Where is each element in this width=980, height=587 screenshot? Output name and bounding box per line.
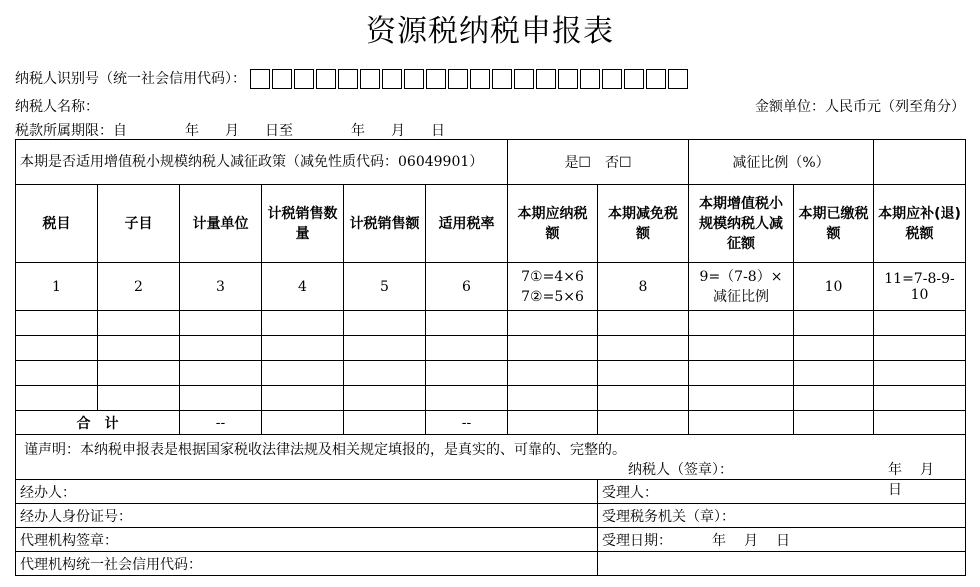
taxpayer-id-box[interactable] — [272, 69, 292, 89]
input-cell[interactable] — [598, 552, 966, 576]
formula-7a: 7①=4×6 — [521, 268, 584, 285]
input-cell[interactable] — [98, 386, 180, 411]
column-header-row — [16, 185, 966, 263]
index-cell: 8 — [598, 263, 689, 311]
input-cell[interactable] — [794, 311, 874, 336]
declaration-year: 年 — [888, 462, 902, 478]
index-cell — [508, 263, 598, 311]
taxpayer-id-box[interactable] — [580, 69, 600, 89]
tax-period — [15, 120, 445, 140]
input-cell[interactable] — [262, 386, 344, 411]
taxpayer-id-box[interactable] — [536, 69, 556, 89]
entry-row — [16, 336, 966, 361]
index-cell: 4 — [262, 263, 344, 311]
receiver-label: 受理人： — [598, 480, 966, 504]
taxpayer-id-box[interactable] — [316, 69, 336, 89]
bottom-row-2 — [16, 504, 966, 528]
period-day-to: 日至 — [265, 123, 293, 139]
agency-seal-label: 代理机构签章： — [16, 528, 598, 552]
taxpayer-id-box[interactable] — [514, 69, 534, 89]
input-cell[interactable] — [16, 361, 98, 386]
taxpayer-id-box[interactable] — [426, 69, 446, 89]
input-cell[interactable] — [262, 361, 344, 386]
taxpayer-id-box[interactable] — [558, 69, 578, 89]
input-cell[interactable] — [344, 411, 426, 435]
taxpayer-id-box[interactable] — [624, 69, 644, 89]
taxpayer-id-box[interactable] — [382, 69, 402, 89]
column-header: 计量单位 — [180, 185, 262, 263]
input-cell[interactable] — [344, 311, 426, 336]
taxpayer-id-label: 纳税人识别号（统一社会信用代码）： — [15, 71, 246, 87]
taxpayer-id-box[interactable] — [492, 69, 512, 89]
column-header: 税目 — [16, 185, 98, 263]
index-cell: 10 — [794, 263, 874, 311]
declaration-date — [888, 459, 965, 499]
input-cell[interactable] — [426, 386, 508, 411]
column-header: 本期减免税额 — [598, 185, 689, 263]
taxpayer-id-line — [15, 68, 688, 89]
input-cell[interactable] — [598, 361, 689, 386]
reduction-ratio-value[interactable] — [874, 140, 966, 185]
input-cell[interactable] — [874, 411, 966, 435]
input-cell[interactable] — [344, 361, 426, 386]
input-cell[interactable] — [262, 311, 344, 336]
column-header: 本期已缴税额 — [794, 185, 874, 263]
column-header: 计税销售数量 — [262, 185, 344, 263]
formula-9a: 9=（7-8）× — [699, 268, 783, 285]
receive-year: 年 — [712, 532, 726, 549]
declaration-table — [15, 139, 966, 576]
entry-row — [16, 311, 966, 336]
input-cell[interactable] — [689, 311, 794, 336]
bottom-row-1 — [16, 480, 966, 504]
column-header: 计税销售额 — [344, 185, 426, 263]
receive-month: 月 — [744, 532, 758, 549]
input-cell[interactable] — [794, 336, 874, 361]
entry-row — [16, 386, 966, 411]
period-year-start: 年 — [185, 123, 199, 139]
taxpayer-id-box[interactable] — [294, 69, 314, 89]
input-cell[interactable] — [180, 311, 262, 336]
taxpayer-id-box[interactable] — [360, 69, 380, 89]
column-index-row — [16, 263, 966, 311]
input-cell[interactable] — [508, 411, 598, 435]
period-day-end: 日 — [431, 123, 445, 139]
input-cell[interactable] — [874, 386, 966, 411]
input-cell[interactable] — [794, 411, 874, 435]
input-cell[interactable] — [180, 336, 262, 361]
input-cell[interactable] — [794, 386, 874, 411]
policy-yes-no[interactable]: 是☐ 否☐ — [508, 140, 689, 185]
input-cell[interactable] — [426, 336, 508, 361]
column-header: 适用税率 — [426, 185, 508, 263]
input-cell[interactable] — [344, 386, 426, 411]
taxpayer-id-box[interactable] — [404, 69, 424, 89]
policy-row — [16, 140, 966, 185]
input-cell[interactable] — [794, 361, 874, 386]
column-header: 本期增值税小规模纳税人减征额 — [689, 185, 794, 263]
receive-day: 日 — [776, 532, 790, 549]
input-cell[interactable] — [874, 311, 966, 336]
index-cell: 6 — [426, 263, 508, 311]
taxpayer-id-box[interactable] — [646, 69, 666, 89]
input-cell[interactable] — [180, 386, 262, 411]
taxpayer-id-box[interactable] — [470, 69, 490, 89]
agent-label: 经办人： — [16, 480, 598, 504]
index-cell: 11=7-8-9-10 — [874, 263, 966, 311]
agent-id-label: 经办人身份证号： — [16, 504, 598, 528]
period-label: 税款所属期限：自 — [15, 123, 127, 139]
declaration-day: 日 — [888, 482, 902, 498]
reduction-ratio-label: 减征比例（%） — [689, 140, 874, 185]
receive-date-label: 受理日期： — [602, 532, 672, 549]
currency-unit: 金额单位：人民币元（列至角分） — [755, 99, 965, 115]
taxpayer-id-boxes[interactable] — [250, 69, 688, 89]
input-cell[interactable] — [98, 361, 180, 386]
taxpayer-name-label: 纳税人名称： — [15, 99, 99, 115]
input-cell[interactable] — [598, 311, 689, 336]
input-cell[interactable] — [598, 411, 689, 435]
total-label: 合 计 — [16, 411, 180, 435]
index-cell — [689, 263, 794, 311]
taxpayer-id-box[interactable] — [668, 69, 688, 89]
declaration-row — [16, 435, 966, 480]
policy-question: 本期是否适用增值税小规模纳税人减征政策（减免性质代码：06049901） — [16, 140, 508, 185]
taxpayer-id-box[interactable] — [250, 69, 270, 89]
input-cell[interactable] — [598, 386, 689, 411]
input-cell[interactable] — [16, 311, 98, 336]
input-cell[interactable] — [426, 361, 508, 386]
formula-9b: 减征比例 — [713, 288, 769, 305]
index-cell: 3 — [180, 263, 262, 311]
column-header: 本期应纳税额 — [508, 185, 598, 263]
column-header: 本期应补(退)税额 — [874, 185, 966, 263]
entry-row — [16, 361, 966, 386]
total-rate-dash: -- — [426, 411, 508, 435]
input-cell[interactable] — [426, 311, 508, 336]
declaration-text: 谨声明：本纳税申报表是根据国家税收法律法规及相关规定填报的，是真实的、可靠的、完整的。 — [24, 442, 626, 458]
input-cell[interactable] — [689, 336, 794, 361]
index-cell: 5 — [344, 263, 426, 311]
input-cell[interactable] — [344, 336, 426, 361]
taxpayer-id-box[interactable] — [338, 69, 358, 89]
input-cell[interactable] — [689, 411, 794, 435]
declaration-month: 月 — [920, 462, 934, 478]
input-cell[interactable] — [508, 361, 598, 386]
input-cell[interactable] — [508, 386, 598, 411]
input-cell[interactable] — [16, 336, 98, 361]
input-cell[interactable] — [16, 386, 98, 411]
bottom-row-4 — [16, 552, 966, 576]
input-cell[interactable] — [508, 311, 598, 336]
index-cell: 2 — [98, 263, 180, 311]
period-year-end: 年 — [351, 123, 365, 139]
receive-date — [598, 528, 966, 552]
formula-7b: 7②=5×6 — [521, 288, 584, 305]
taxpayer-signature-label: 纳税人（签章）： — [628, 462, 733, 478]
period-month-end: 月 — [391, 123, 405, 139]
input-cell[interactable] — [98, 336, 180, 361]
bottom-row-3 — [16, 528, 966, 552]
input-cell[interactable] — [262, 411, 344, 435]
input-cell[interactable] — [180, 361, 262, 386]
input-cell[interactable] — [874, 361, 966, 386]
form-title: 资源税纳税申报表 — [366, 14, 614, 49]
input-cell[interactable] — [262, 336, 344, 361]
taxpayer-id-box[interactable] — [602, 69, 622, 89]
column-header: 子目 — [98, 185, 180, 263]
input-cell[interactable] — [598, 336, 689, 361]
input-cell[interactable] — [508, 336, 598, 361]
taxpayer-id-box[interactable] — [448, 69, 468, 89]
input-cell[interactable] — [689, 361, 794, 386]
input-cell[interactable] — [874, 336, 966, 361]
input-cell[interactable] — [689, 386, 794, 411]
period-month-start: 月 — [225, 123, 239, 139]
total-row — [16, 411, 966, 435]
index-cell: 1 — [16, 263, 98, 311]
input-cell[interactable] — [98, 311, 180, 336]
agency-code-label: 代理机构统一社会信用代码： — [16, 552, 598, 576]
receiving-office-label: 受理税务机关（章）： — [598, 504, 966, 528]
blank-entry-rows — [16, 311, 966, 411]
total-unit-dash: -- — [180, 411, 262, 435]
